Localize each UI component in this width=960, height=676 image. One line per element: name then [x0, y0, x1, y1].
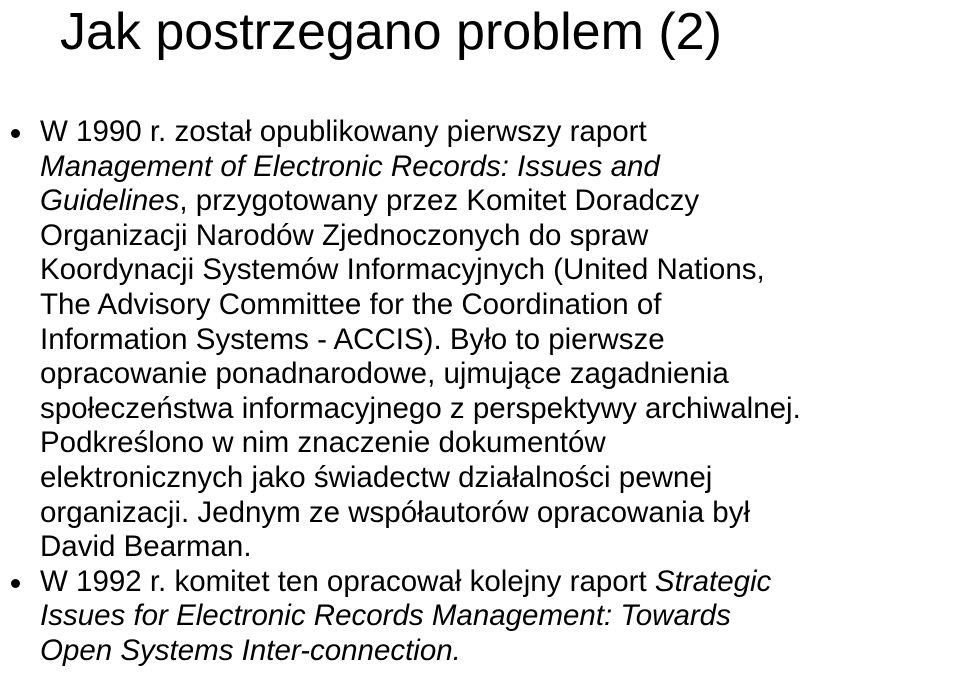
- bullet-item-1992-report: [0, 565, 960, 669]
- slide-title: Jak postrzegano problem (2): [60, 3, 722, 61]
- bullet-line: [40, 357, 960, 392]
- bullet-line: [40, 219, 960, 254]
- bullet-line: [40, 565, 960, 600]
- bullet-line: [40, 392, 960, 427]
- bullet-line: [40, 150, 960, 185]
- bullet-line: [40, 426, 960, 461]
- bullet-line: [40, 496, 960, 531]
- bullet-line: [40, 184, 960, 219]
- bullet-line: [40, 115, 960, 150]
- text-run: The Advisory Committee for the Coordination of: [40, 287, 662, 321]
- italic-report-title: Open Systems Inter-connection.: [40, 633, 461, 667]
- text-run: opracowanie ponadnarodowe, ujmujące zagadnienia: [40, 357, 729, 391]
- italic-report-title: Strategic: [654, 564, 772, 598]
- italic-report-title: Issues for Electronic Records Management: Towards: [40, 599, 731, 633]
- bullet-line: [40, 323, 960, 358]
- text-run: elektronicznych jako świadectw działalności pewnej: [40, 460, 713, 494]
- italic-report-title: Management of Electronic Records: Issues and: [40, 149, 660, 183]
- text-run: społeczeństwa informacyjnego z perspektywy archiwalnej.: [40, 391, 801, 425]
- text-run: W 1990 r. został opublikowany pierwszy raport: [40, 115, 647, 148]
- bullet-list: [0, 115, 960, 669]
- text-run: , przygotowany przez Komitet Doradczy: [179, 184, 700, 218]
- text-run: organizacji. Jednym ze współautorów opracowania był: [40, 495, 751, 529]
- text-run: Podkreślono w nim znaczenie dokumentów: [40, 426, 606, 460]
- bullet-item-1990-report: [0, 115, 960, 565]
- text-run: Koordynacji Systemów Informacyjnych (United Nations,: [40, 253, 765, 287]
- bullet-dot-icon: [11, 579, 20, 588]
- bullet-line: [40, 530, 960, 565]
- bullet-line: [40, 461, 960, 496]
- bullet-line: [40, 634, 960, 669]
- bullet-line: [40, 288, 960, 323]
- italic-report-title: Guidelines: [40, 184, 180, 218]
- bullet-line: [40, 253, 960, 288]
- text-run: W 1992 r. komitet ten opracował kolejny raport: [40, 564, 655, 598]
- bullet-line: [40, 599, 960, 634]
- bullet-dot-icon: [11, 129, 20, 138]
- text-run: Information Systems - ACCIS). Było to pierwsze: [40, 322, 665, 356]
- text-run: Organizacji Narodów Zjednoczonych do spraw: [40, 218, 649, 252]
- text-run: David Bearman.: [40, 530, 252, 564]
